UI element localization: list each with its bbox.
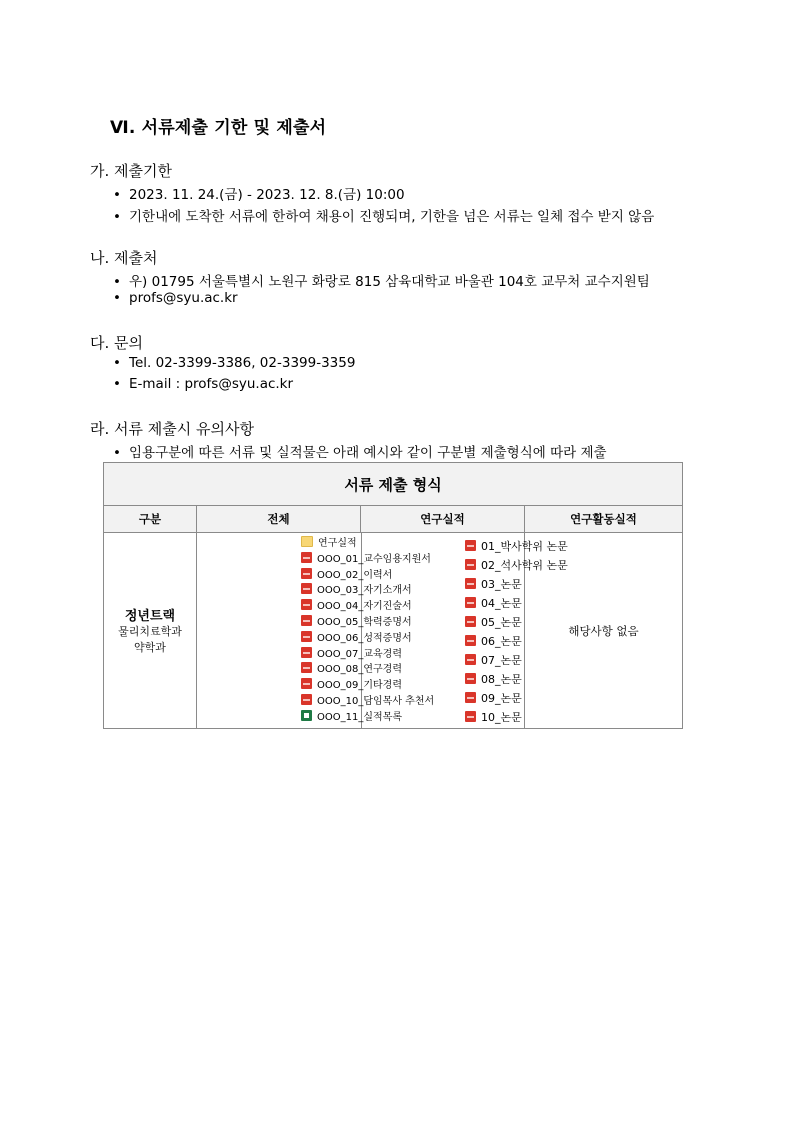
file-label: 10_논문 bbox=[481, 711, 522, 724]
list-item bbox=[301, 536, 434, 552]
pdf-icon bbox=[301, 615, 312, 626]
pdf-icon bbox=[301, 552, 312, 563]
pdf-icon bbox=[301, 631, 312, 642]
bullet-dest-email: • profs@syu.ac.kr bbox=[113, 290, 238, 306]
bullet-tel: • Tel. 02-3399-3386, 02-3399-3359 bbox=[113, 355, 356, 371]
folder-icon bbox=[301, 536, 313, 547]
heading-deadline: 가. 제출기한 bbox=[90, 162, 172, 180]
pdf-icon bbox=[465, 597, 476, 608]
file-label: OOO_08_연구경력 bbox=[317, 664, 402, 676]
research-files-list bbox=[465, 533, 568, 727]
track-cell bbox=[104, 533, 197, 729]
list-item bbox=[465, 632, 568, 651]
table-header-row bbox=[104, 506, 683, 533]
file-label: OOO_03_자기소개서 bbox=[317, 585, 412, 597]
list-item bbox=[301, 615, 434, 631]
file-label: OOO_02_이력서 bbox=[317, 569, 393, 581]
file-label: 08_논문 bbox=[481, 673, 522, 686]
table-row bbox=[104, 533, 683, 729]
file-label: OOO_09_기타경력 bbox=[317, 680, 402, 692]
bullet-deadline-note: • 기한내에 도착한 서류에 한하여 채용이 진행되며, 기한을 넘은 서류는 일체 접수 받지 않음 bbox=[113, 209, 655, 225]
file-label: 05_논문 bbox=[481, 616, 522, 629]
pdf-icon bbox=[465, 578, 476, 589]
header-research: 연구실적 bbox=[361, 506, 525, 533]
track-name: 정년트랙 bbox=[124, 609, 176, 624]
list-item bbox=[465, 613, 568, 632]
list-item bbox=[465, 670, 568, 689]
list-item bbox=[465, 708, 568, 727]
file-label: 03_논문 bbox=[481, 578, 522, 591]
file-label: OOO_04_자기진술서 bbox=[317, 601, 412, 613]
list-item bbox=[465, 594, 568, 613]
pdf-icon bbox=[301, 599, 312, 610]
pdf-icon bbox=[465, 711, 476, 722]
bullet-address: • 우) 01795 서울특별시 노원구 화랑로 815 삼육대학교 바울관 104호 교무처 교수지원팀 bbox=[113, 274, 650, 290]
file-label: OOO_07_교육경력 bbox=[317, 648, 402, 660]
submission-format-table bbox=[103, 462, 683, 729]
list-item bbox=[465, 556, 568, 575]
file-label: OOO_05_학력증명서 bbox=[317, 616, 412, 628]
file-label: 02_석사학위 논문 bbox=[481, 559, 568, 572]
pdf-icon bbox=[301, 694, 312, 705]
pdf-icon bbox=[465, 635, 476, 646]
list-item bbox=[301, 710, 434, 726]
list-item bbox=[301, 583, 434, 599]
list-item bbox=[301, 662, 434, 678]
pdf-icon bbox=[301, 647, 312, 658]
file-label: 09_논문 bbox=[481, 692, 522, 705]
file-label: OOO_10_담임목사 추천서 bbox=[317, 695, 435, 707]
list-item bbox=[301, 552, 434, 568]
file-label: OOO_06_성적증명서 bbox=[317, 632, 412, 644]
activity-cell: 해당사항 없음 bbox=[525, 533, 683, 729]
bullet-deadline-date: • 2023. 11. 24.(금) - 2023. 12. 8.(금) 10:00 bbox=[113, 187, 405, 203]
list-item bbox=[465, 575, 568, 594]
pdf-icon bbox=[301, 678, 312, 689]
list-item bbox=[301, 599, 434, 615]
file-label: 06_논문 bbox=[481, 635, 522, 648]
pdf-icon bbox=[465, 692, 476, 703]
list-item bbox=[301, 568, 434, 584]
section-title: Ⅵ. 서류제출 기한 및 제출서 bbox=[110, 118, 327, 138]
pdf-icon bbox=[301, 568, 312, 579]
pdf-icon bbox=[465, 559, 476, 570]
header-category: 구분 bbox=[104, 506, 197, 533]
file-label: OOO_11_실적목록 bbox=[317, 711, 402, 723]
file-lists-cell bbox=[197, 533, 568, 729]
file-label: 07_논문 bbox=[481, 654, 522, 667]
pdf-icon bbox=[465, 673, 476, 684]
heading-inquiry: 다. 문의 bbox=[90, 334, 144, 352]
file-label: OOO_01_교수임용지원서 bbox=[317, 553, 431, 565]
heading-notes: 라. 서류 제출시 유의사항 bbox=[90, 420, 254, 438]
header-all: 전체 bbox=[197, 506, 361, 533]
list-item bbox=[465, 651, 568, 670]
list-item bbox=[465, 689, 568, 708]
all-files-list bbox=[301, 533, 434, 726]
file-label: 01_박사학위 논문 bbox=[481, 540, 568, 553]
pdf-icon bbox=[301, 662, 312, 673]
track-dept: 약학과 bbox=[134, 641, 166, 654]
table-title-row bbox=[104, 463, 683, 506]
list-item bbox=[301, 694, 434, 710]
header-activity: 연구활동실적 bbox=[525, 506, 683, 533]
pdf-icon bbox=[465, 654, 476, 665]
pdf-icon bbox=[301, 583, 312, 594]
table-title: 서류 제출 형식 bbox=[104, 463, 683, 506]
bullet-inquiry-email: • E-mail : profs@syu.ac.kr bbox=[113, 376, 294, 392]
file-label: 04_논문 bbox=[481, 597, 522, 610]
pdf-icon bbox=[465, 616, 476, 627]
file-label: 연구실적 bbox=[318, 538, 357, 549]
pdf-icon bbox=[465, 540, 476, 551]
track-dept: 물리치료학과 bbox=[118, 625, 182, 638]
list-item bbox=[301, 678, 434, 694]
list-item bbox=[301, 631, 434, 647]
bullet-notes: • 임용구분에 따른 서류 및 실적물은 아래 예시와 같이 구분별 제출형식에 따라 제출 bbox=[113, 445, 607, 461]
list-item bbox=[301, 647, 434, 663]
list-item bbox=[465, 537, 568, 556]
excel-icon bbox=[301, 710, 312, 721]
heading-destination: 나. 제출처 bbox=[90, 249, 158, 267]
